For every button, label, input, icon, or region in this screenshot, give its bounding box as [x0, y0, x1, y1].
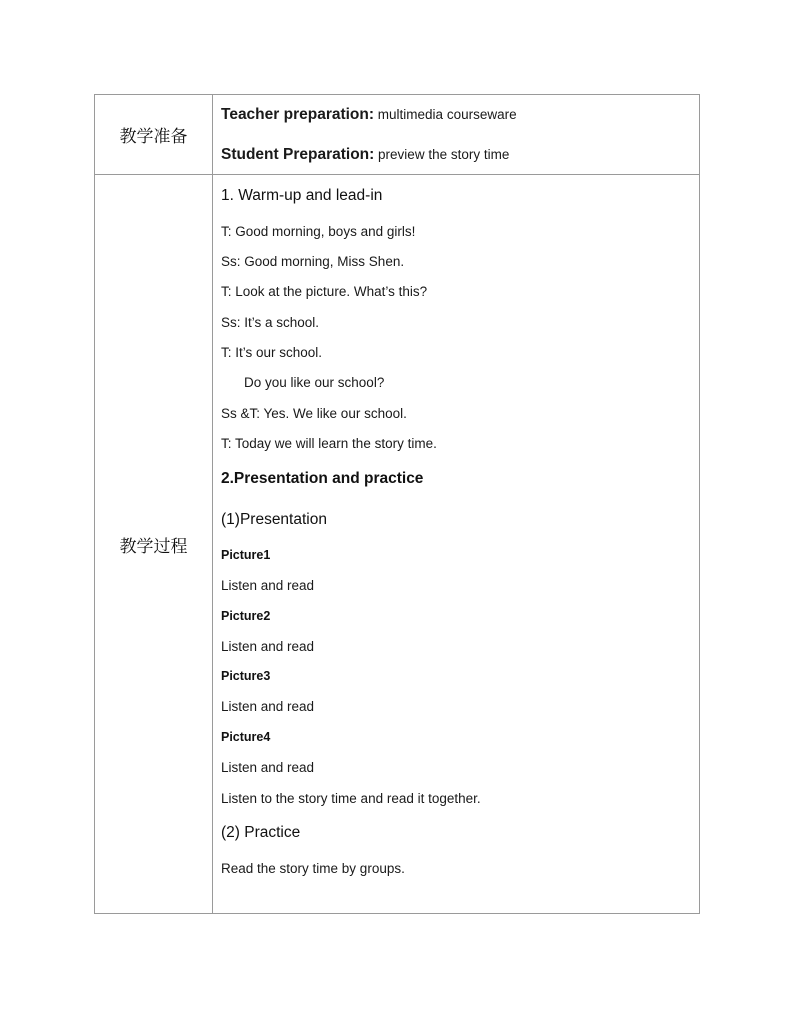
- picture-title: Picture2: [221, 609, 271, 623]
- presentation-practice-heading: 2.Presentation and practice: [221, 470, 424, 487]
- dialogue-line: Ss &T: Yes. We like our school.: [221, 406, 407, 421]
- process-label: 教学过程: [95, 175, 213, 913]
- picture-activity: Listen and read: [221, 699, 315, 714]
- picture-activity: Listen and read: [221, 578, 315, 593]
- student-preparation-label: Student Preparation:: [221, 146, 375, 163]
- presentation-closing: Listen to the story time and read it together.: [221, 791, 481, 806]
- picture-activity: Listen and read: [221, 639, 315, 654]
- process-content: [213, 175, 699, 913]
- teacher-preparation-value: multimedia courseware: [374, 107, 517, 122]
- dialogue-line: Ss: It’s a school.: [221, 315, 320, 330]
- preparation-label: 教学准备: [95, 95, 213, 174]
- dialogue-line: T: It’s our school.: [221, 345, 323, 360]
- dialogue-line: T: Good morning, boys and girls!: [221, 224, 416, 239]
- teacher-preparation-label: Teacher preparation:: [221, 106, 375, 123]
- picture-activity: Listen and read: [221, 760, 315, 775]
- lesson-plan-table: [94, 94, 700, 914]
- warmup-heading: 1. Warm-up and lead-in: [221, 187, 383, 204]
- dialogue-line: Ss: Good morning, Miss Shen.: [221, 254, 405, 269]
- practice-heading: (2) Practice: [221, 824, 301, 841]
- preparation-row: [95, 95, 699, 175]
- student-preparation-line: [221, 146, 509, 164]
- teacher-preparation-line: [221, 106, 517, 124]
- student-preparation-value: preview the story time: [374, 147, 510, 162]
- picture-title: Picture3: [221, 669, 271, 683]
- dialogue-line: Do you like our school?: [244, 375, 385, 390]
- process-row: [95, 175, 699, 913]
- presentation-heading: (1)Presentation: [221, 511, 327, 528]
- dialogue-line: T: Today we will learn the story time.: [221, 436, 437, 451]
- preparation-content: [213, 95, 699, 174]
- practice-line: Read the story time by groups.: [221, 861, 405, 876]
- dialogue-line: T: Look at the picture. What’s this?: [221, 284, 428, 299]
- picture-title: Picture4: [221, 730, 271, 744]
- picture-title: Picture1: [221, 548, 271, 562]
